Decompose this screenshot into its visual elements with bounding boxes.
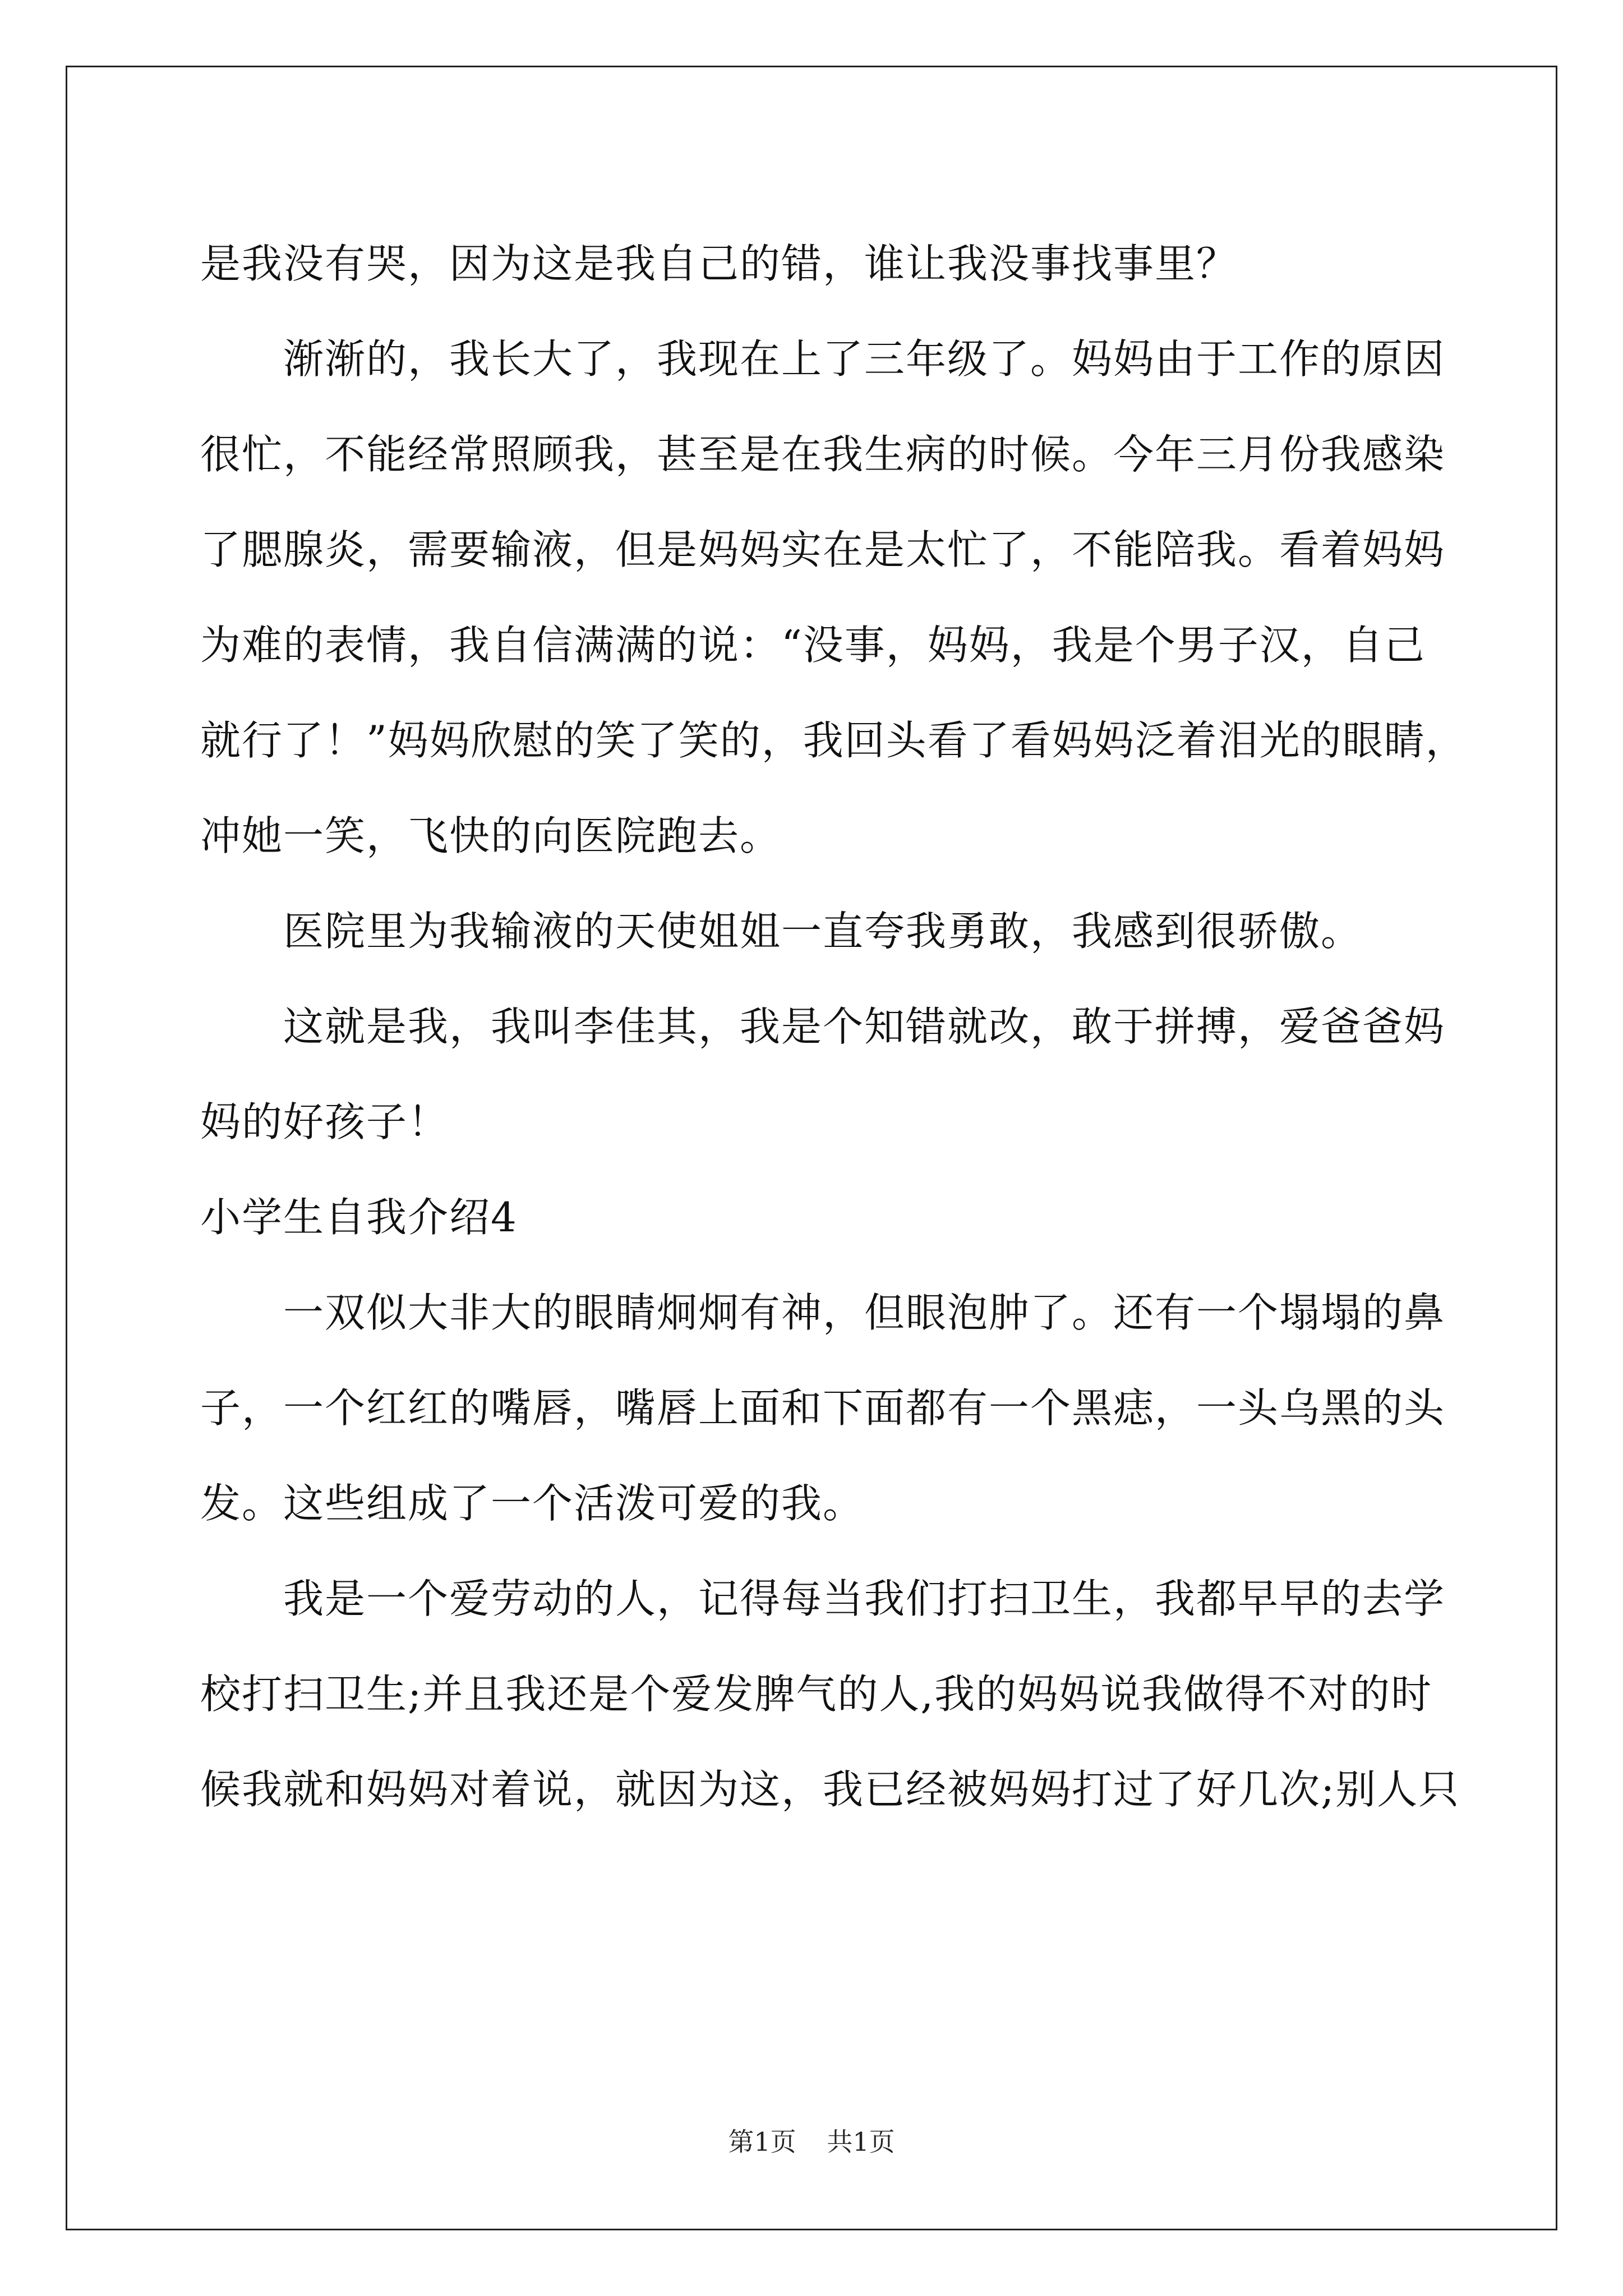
text-line: 很忙，不能经常照顾我，甚至是在我生病的时候。今年三月份我感染 <box>200 431 1446 478</box>
text-line: 是我没有哭，因为这是我自己的错，谁让我没事找事里？ <box>200 240 1238 287</box>
text-line: 为难的表情，我自信满满的说：“没事，妈妈，我是个男子汉，自己 <box>200 622 1426 669</box>
text-line: 渐渐的，我长大了，我现在上了三年级了。妈妈由于工作的原因 <box>200 335 1446 383</box>
text-line: 校打扫卫生;并且我还是个爱发脾气的人,我的妈妈说我做得不对的时 <box>200 1671 1433 1718</box>
text-line: 我是一个爱劳动的人，记得每当我们打扫卫生，我都早早的去学 <box>200 1575 1446 1622</box>
document-body <box>200 216 1467 1837</box>
text-line: 候我就和妈妈对着说，就因为这，我已经被妈妈打过了好几次;别人只 <box>200 1766 1460 1813</box>
section-heading: 小学生自我介绍4 <box>200 1194 518 1241</box>
page-number: 第1页 <box>728 2127 796 2157</box>
page-footer <box>0 2125 1623 2159</box>
text-line: 医院里为我输液的天使姐姐一直夸我勇敢，我感到很骄傲。 <box>200 908 1363 955</box>
page-total: 共1页 <box>827 2127 895 2157</box>
text-line: 妈的好孩子！ <box>200 1098 450 1145</box>
text-line: 这就是我，我叫李佳其，我是个知错就改，敢于拼搏，爱爸爸妈 <box>200 1003 1446 1050</box>
text-line: 发。这些组成了一个活泼可爱的我。 <box>200 1480 865 1527</box>
text-line: 了腮腺炎，需要输液，但是妈妈实在是太忙了，不能陪我。看着妈妈 <box>200 526 1446 573</box>
text-line: 就行了！”妈妈欣慰的笑了笑的，我回头看了看妈妈泛着泪光的眼睛， <box>200 717 1467 764</box>
text-line: 冲她一笑，飞快的向医院跑去。 <box>200 812 782 859</box>
text-line: 子，一个红红的嘴唇，嘴唇上面和下面都有一个黑痣，一头乌黑的头 <box>200 1384 1446 1432</box>
text-line: 一双似大非大的眼睛炯炯有神，但眼泡肿了。还有一个塌塌的鼻 <box>200 1289 1446 1336</box>
